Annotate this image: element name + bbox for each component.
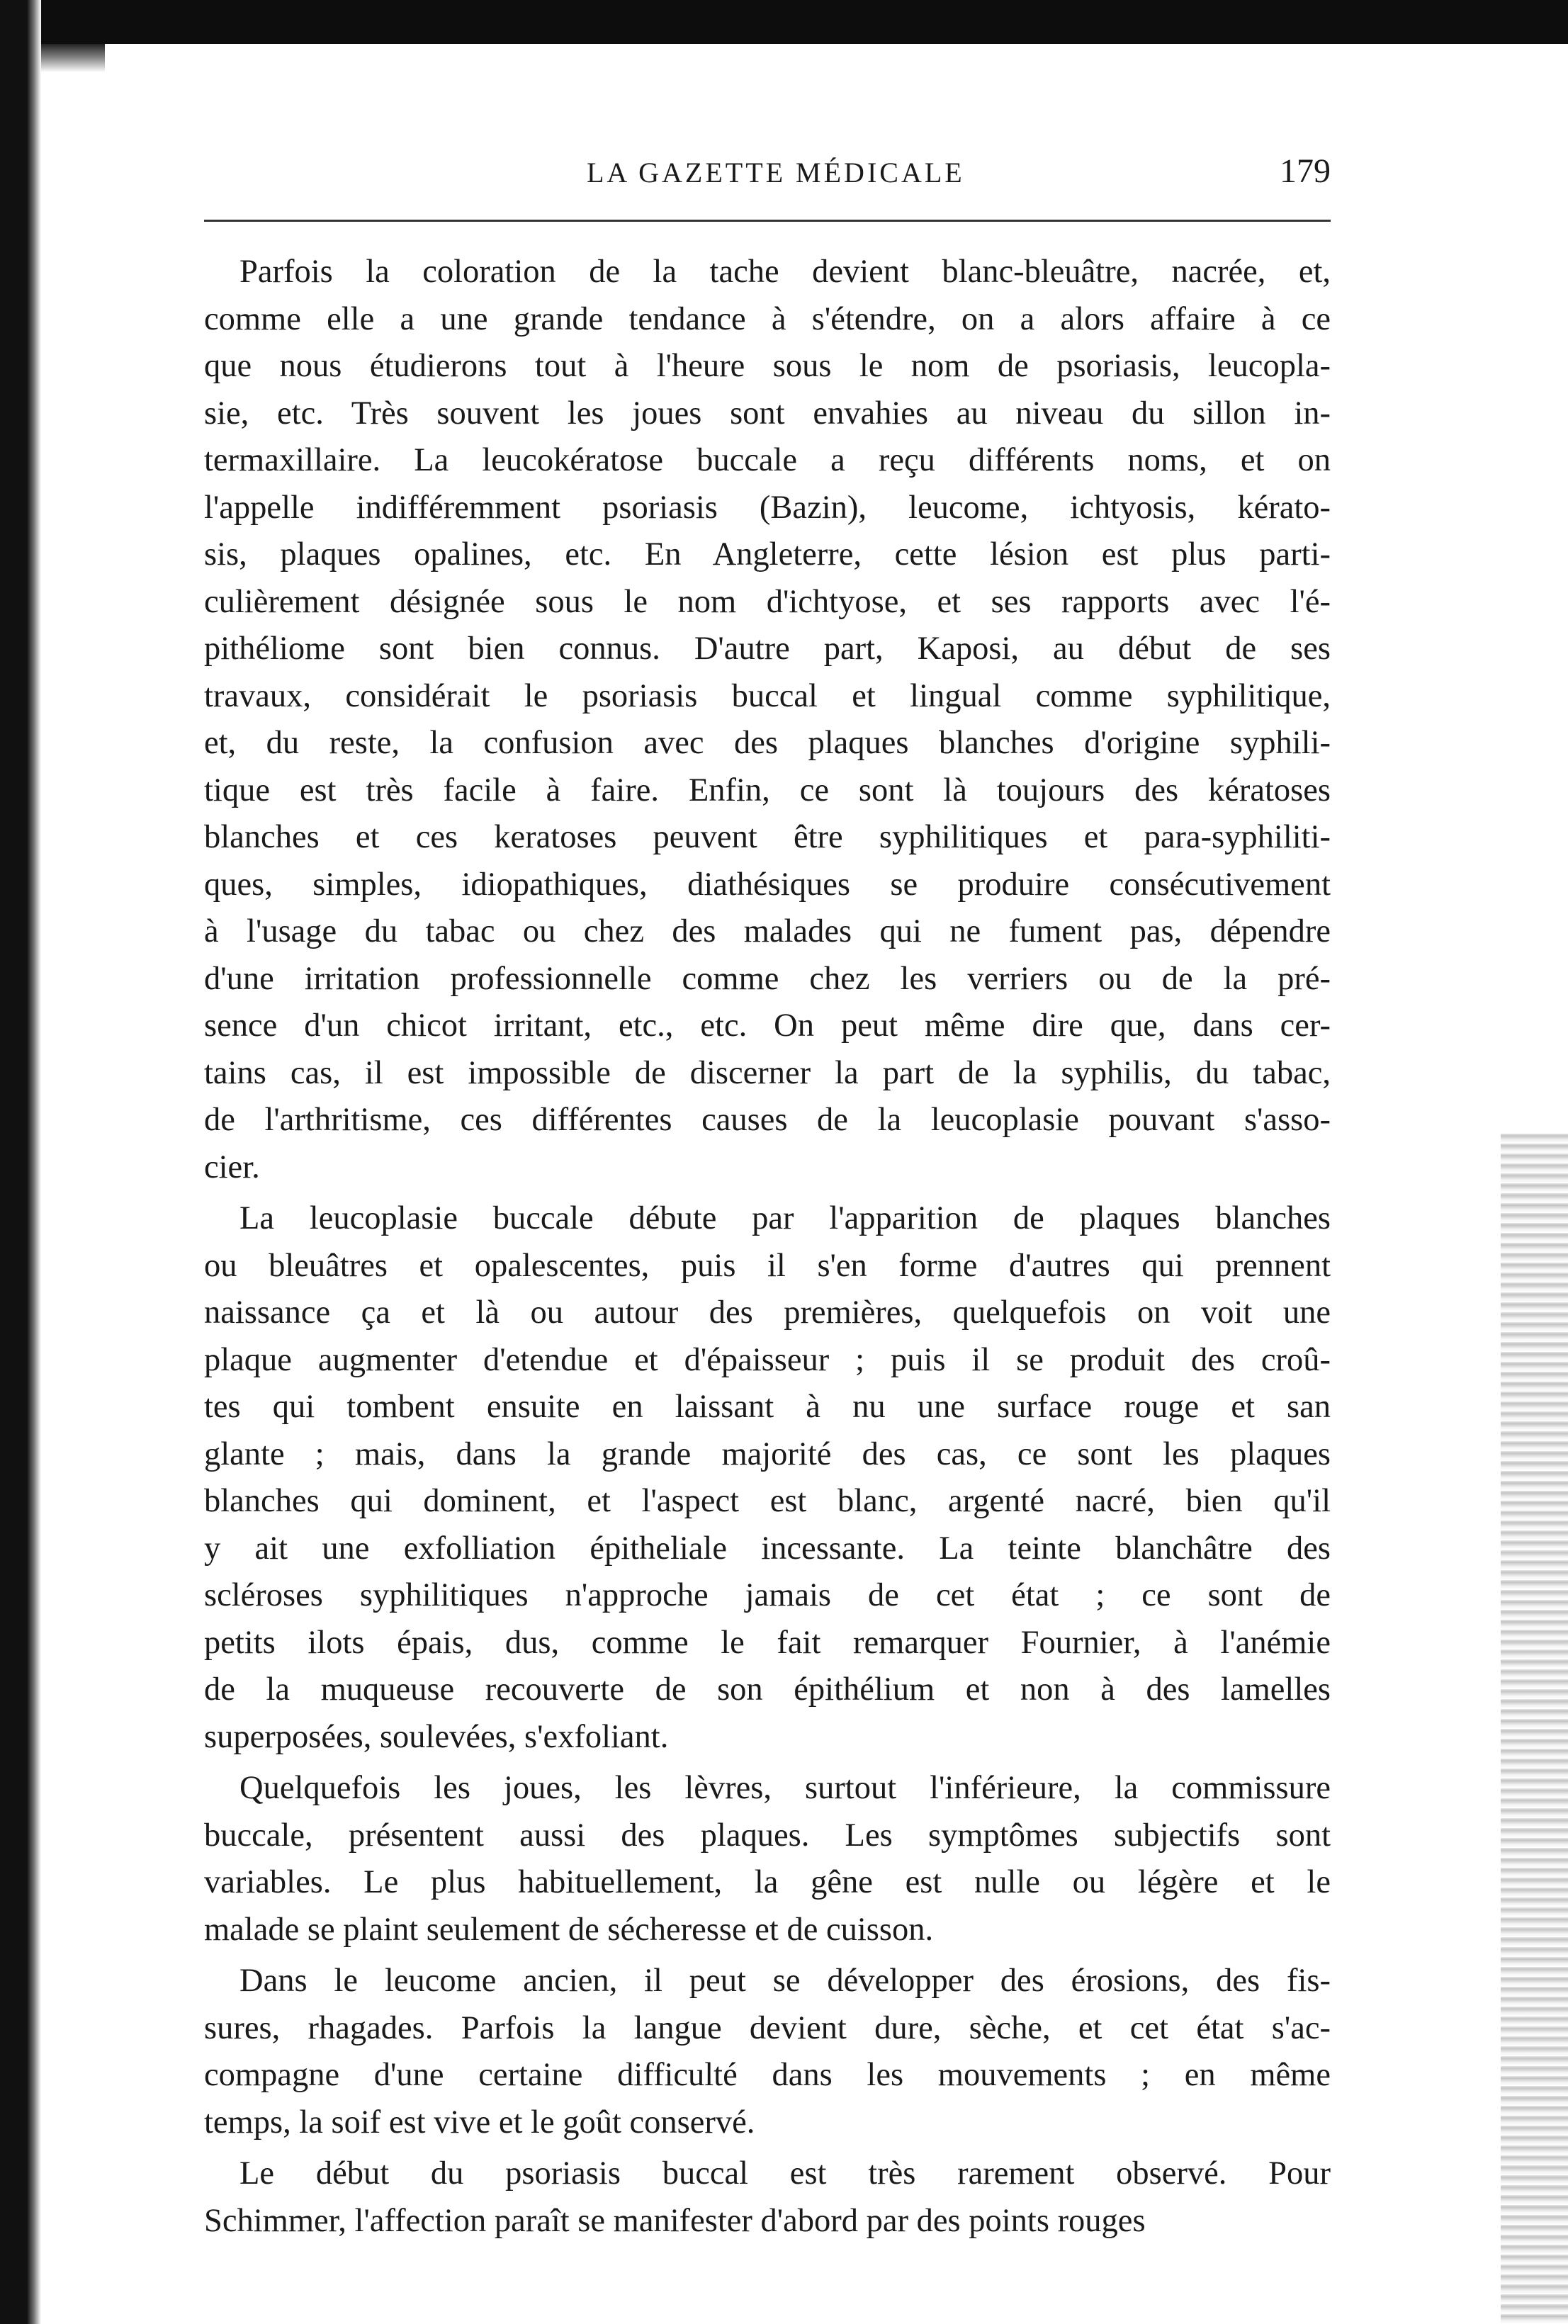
text-line: superposées, soulevées, s'exfoliant. <box>204 1718 669 1755</box>
text-line: ques, simples, idiopathiques, diathésiques se produire consécutivement <box>204 866 1331 903</box>
scan-right-edge <box>1501 1134 1568 2324</box>
header-rule <box>204 220 1331 222</box>
text-line: culièrement désignée sous le nom d'ichtyose, et ses rapports avec l'é- <box>204 583 1331 620</box>
text-line: scléroses syphilitiques n'approche jamais de cet état ; ce sont de <box>204 1577 1331 1613</box>
text-line: petits ilots épais, dus, comme le fait remarquer Fournier, à l'anémie <box>204 1624 1331 1661</box>
text-line: de la muqueuse recouverte de son épithélium et non à des lamelles <box>204 1671 1331 1708</box>
text-line: travaux, considérait le psoriasis buccal et lingual comme syphilitique, <box>204 677 1331 714</box>
text-line: ou bleuâtres et opalescentes, puis il s'en forme d'autres qui prennent <box>204 1247 1331 1284</box>
text-line: pithéliome sont bien connus. D'autre part, Kaposi, au début de ses <box>204 631 1331 667</box>
page <box>204 149 1331 2249</box>
text-line: tains cas, il est impossible de discerner la part de la syphilis, du tabac, <box>204 1054 1331 1091</box>
text-line: sence d'un chicot irritant, etc., etc. On peut même dire que, dans cer- <box>204 1008 1331 1044</box>
text-line: glante ; mais, dans la grande majorité des cas, ce sont les plaques <box>204 1435 1331 1472</box>
text-line: Le début du psoriasis buccal est très rarement observé. Pour <box>239 2155 1331 2192</box>
text-line: tes qui tombent ensuite en laissant à nu une surface rouge et san <box>204 1389 1331 1425</box>
text-line: compagne d'une certaine difficulté dans les mouvements ; en même <box>204 2057 1331 2093</box>
text-line: temps, la soif est vive et le goût conservé. <box>204 2104 755 2140</box>
scan-top-edge <box>0 0 1568 44</box>
text-line: plaque augmenter d'etendue et d'épaisseur ; puis il se produit des croû- <box>204 1341 1331 1378</box>
text-line: y ait une exfolliation épitheliale incessante. La teinte blanchâtre des <box>204 1530 1331 1567</box>
text-line: sures, rhagades. Parfois la langue devient dure, sèche, et cet état s'ac- <box>204 2009 1331 2046</box>
text-line: variables. Le plus habituellement, la gêne est nulle ou légère et le <box>204 1864 1331 1900</box>
text-line: l'appelle indifféremment psoriasis (Bazin), leucome, ichtyosis, kérato- <box>204 489 1331 526</box>
text-line: sis, plaques opalines, etc. En Angleterre, cette lésion est plus parti- <box>204 536 1331 572</box>
text-line: Dans le leucome ancien, il peut se développer des érosions, des fis- <box>239 1963 1331 1999</box>
text-line: que nous étudierons tout à l'heure sous le nom de psoriasis, leucopla- <box>204 348 1331 384</box>
text-line: malade se plaint seulement de sécheresse et de cuisson. <box>204 1911 934 1948</box>
text-line: termaxillaire. La leucokératose buccale a reçu différents noms, et on <box>204 442 1331 478</box>
text-line: Quelquefois les joues, les lèvres, surtout l'inférieure, la commissure <box>239 1770 1331 1806</box>
paragraph <box>204 249 1331 1191</box>
running-title: LA GAZETTE MÉDICALE <box>587 157 965 188</box>
running-head <box>204 149 1331 205</box>
text-line: sie, etc. Très souvent les joues sont envahies au niveau du sillon in- <box>204 395 1331 431</box>
text-line: buccale, présentent aussi des plaques. Les symptômes subjectifs sont <box>204 1817 1331 1854</box>
body-text <box>204 249 1331 2245</box>
text-line: d'une irritation professionnelle comme chez les verriers ou de la pré- <box>204 960 1331 997</box>
paragraph <box>204 1958 1331 2146</box>
text-line: La leucoplasie buccale débute par l'apparition de plaques blanches <box>239 1200 1331 1236</box>
text-line: blanches qui dominent, et l'aspect est blanc, argenté nacré, bien qu'il <box>204 1483 1331 1519</box>
text-line: de l'arthritisme, ces différentes causes de la leucoplasie pouvant s'asso- <box>204 1102 1331 1138</box>
text-line: naissance ça et là ou autour des premières, quelquefois on voit une <box>204 1294 1331 1331</box>
scan-corner-shadow <box>41 44 105 72</box>
text-line: Schimmer, l'affection paraît se manifester d'abord par des points rouges <box>204 2202 1146 2239</box>
text-line: cier. <box>204 1149 260 1185</box>
scan-left-edge <box>0 0 41 2324</box>
text-line: Parfois la coloration de la tache devient blanc-bleuâtre, nacrée, et, <box>239 254 1331 290</box>
paragraph <box>204 1765 1331 1953</box>
paragraph <box>204 2150 1331 2245</box>
text-line: tique est très facile à faire. Enfin, ce sont là toujours des kératoses <box>204 772 1331 808</box>
text-line: et, du reste, la confusion avec des plaques blanches d'origine syphili- <box>204 725 1331 761</box>
paragraph <box>204 1195 1331 1761</box>
page-number: 179 <box>1280 152 1331 190</box>
text-line: à l'usage du tabac ou chez des malades qui ne fument pas, dépendre <box>204 913 1331 949</box>
text-line: blanches et ces keratoses peuvent être syphilitiques et para-syphiliti- <box>204 819 1331 855</box>
text-line: comme elle a une grande tendance à s'étendre, on a alors affaire à ce <box>204 300 1331 337</box>
